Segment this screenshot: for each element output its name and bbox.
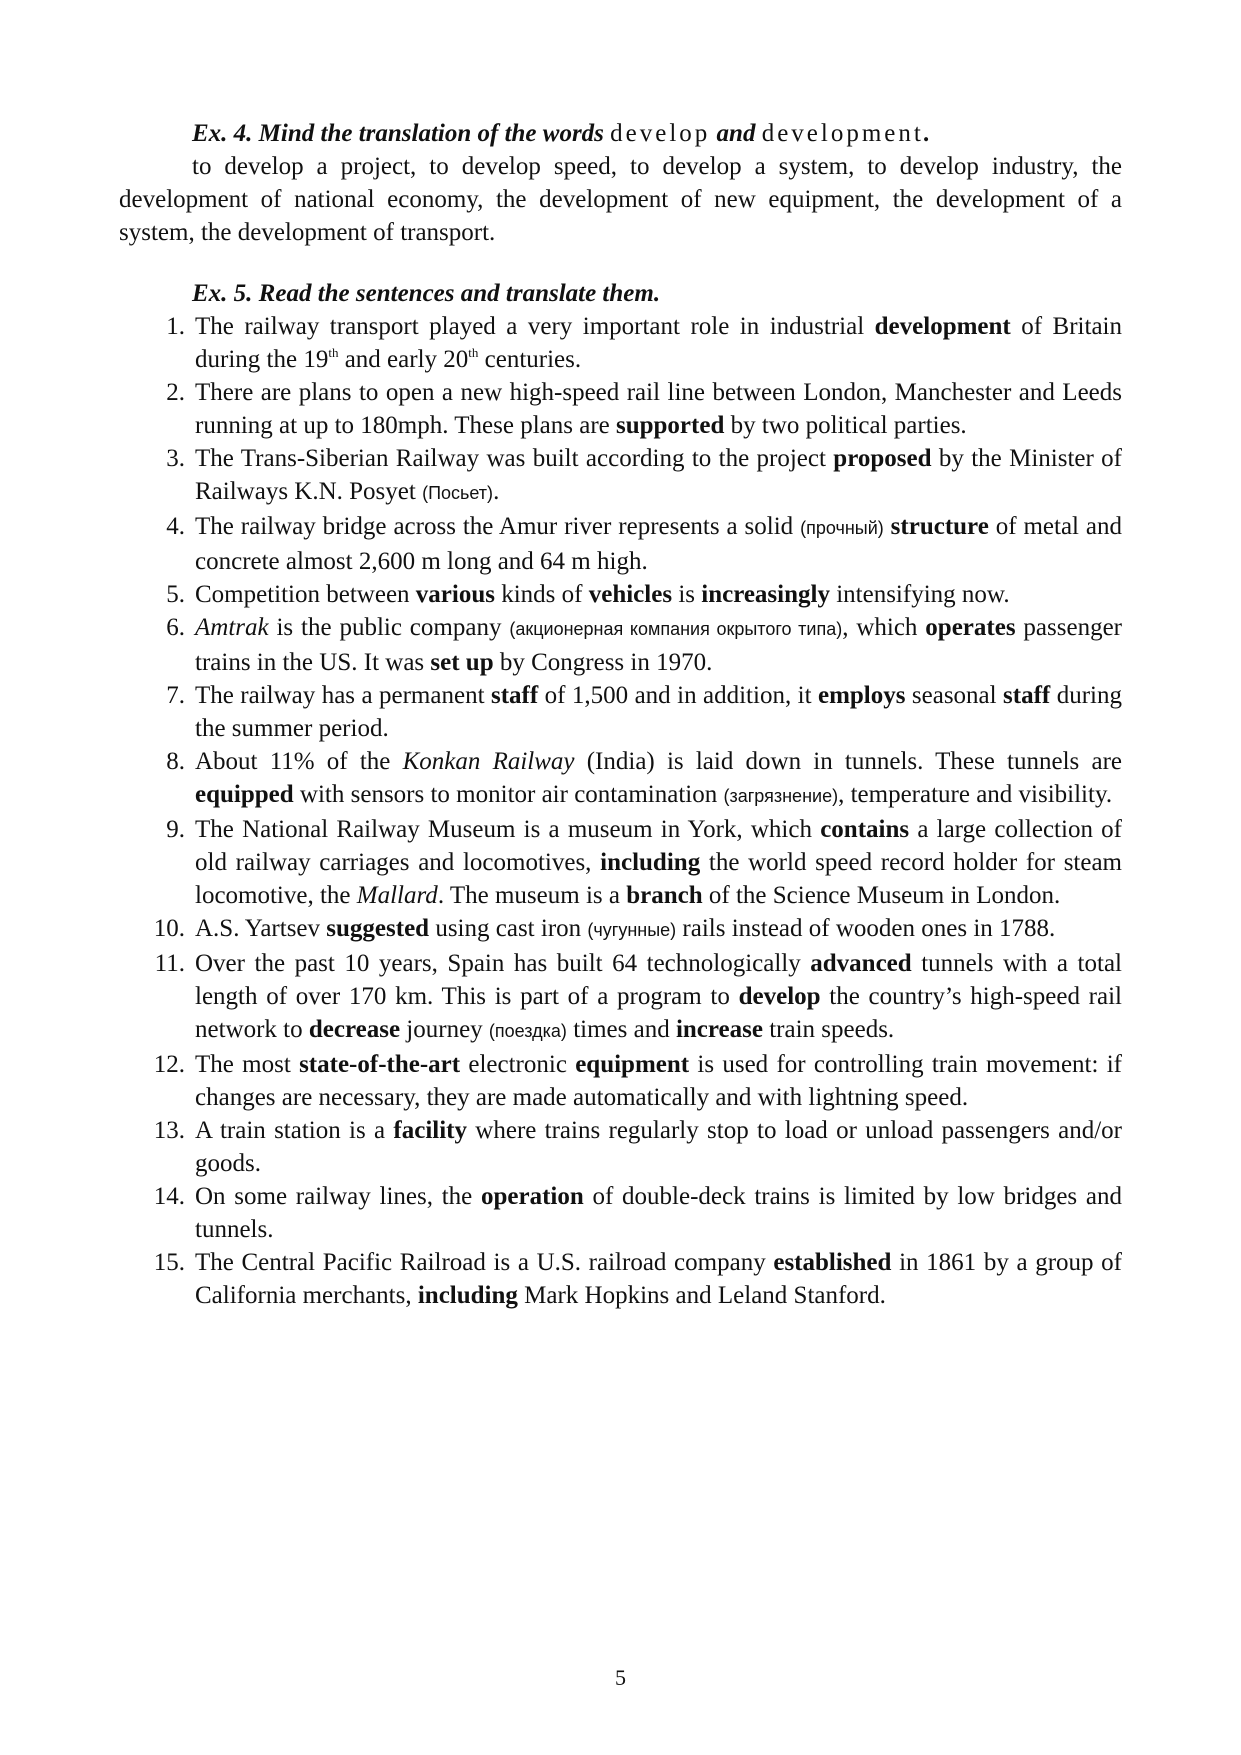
sentence-text: journey [400,1016,489,1043]
sentence-item [119,310,1122,376]
russian-gloss: (прочный) [800,518,884,538]
sentence-item [119,912,1122,947]
item-number: 12. [153,1051,185,1078]
sentence-text: a large collection of old railway carriages and locomotives, [195,816,1122,876]
key-term: operates [925,614,1016,641]
sentence-item [119,1048,1122,1114]
exercise-4-heading [119,117,1122,150]
sentence-text: times and [566,1016,676,1043]
keyword-develop: develop [610,120,711,147]
sentence-text: train speeds. [762,1016,895,1043]
section-gap [119,249,1122,277]
russian-gloss: (акционерная компания окрытого типа) [509,619,843,639]
item-number: 5. [166,581,185,608]
sentence-text: Competition between [195,581,416,608]
sentence-text [884,513,891,540]
ordinal-suffix: th [468,345,479,360]
sentence-text: of 1,500 and in addition, it [538,682,818,709]
sentence-item [119,1114,1122,1180]
sentence-text: intensifying now. [829,581,1010,608]
key-term: contains [820,816,910,843]
key-term: proposed [833,445,932,472]
sentence-item [119,745,1122,813]
title-period: . [923,120,931,147]
sentence-item [119,611,1122,679]
key-term: including [600,849,701,876]
key-term: various [415,581,495,608]
sentence-text: during the summer period. [195,682,1122,742]
sentence-item [119,1246,1122,1312]
sentence-text: of Britain during the 19 [195,313,1122,373]
sentence-text: The railway transport played a very important role in industrial [195,313,875,340]
key-term: decrease [308,1016,401,1043]
sentence-text: The Central Pacific Railroad is a U.S. railroad company [195,1249,774,1276]
sentence-text: and early 20 [338,346,469,373]
sentence-item [119,578,1122,611]
sentence-text: About 11% of the [195,748,403,775]
sentence-text: There are plans to open a new high-speed rail line between London, Manchester and Leeds running at up to 180mph. These plans are [195,379,1122,439]
sentence-text: of double-deck trains is limited by low bridges and tunnels. [195,1183,1122,1243]
sentence-text: The most [195,1051,300,1078]
sentence-text: Mark Hopkins and Leland Stanford. [517,1282,886,1309]
sentence-item [119,376,1122,442]
key-term: development [874,313,1011,340]
sentence-text: passenger trains in the US. It was [195,614,1122,676]
sentence-text: of the Science Museum in London. [702,882,1061,909]
sentence-text: On some railway lines, the [195,1183,481,1210]
sentence-text: centuries. [478,346,582,373]
key-term: established [773,1249,892,1276]
item-number: 10. [153,915,185,942]
sentence-text: is the public company [268,614,510,641]
key-term: supported [615,412,725,439]
key-term: vehicles [588,581,673,608]
sentence-text: The Trans-Siberian Railway was built according to the project [195,445,834,472]
russian-gloss: (чугунные) [587,920,677,940]
russian-gloss: (поездка) [488,1021,567,1041]
item-number: 8. [166,748,185,775]
sentence-text: The National Railway Museum is a museum in York, which [195,816,821,843]
sentence-text: Over the past 10 years, Spain has built 64 technologically [195,950,811,977]
sentence-item [119,679,1122,745]
sentence-text: by two political parties. [724,412,967,439]
sentence-item [119,813,1122,912]
key-term: state-of-the-art [299,1051,461,1078]
item-number: 6. [166,614,185,641]
sentence-text: , which [842,614,926,641]
key-term: equipment [575,1051,690,1078]
key-term: increase [675,1016,763,1043]
keyword-development: development [761,120,924,147]
key-term: facility [393,1117,467,1144]
sentence-text: tunnels with a total length of over 170 km. This is part of a program to [195,950,1122,1010]
document-page [119,117,1122,1312]
page-number: 5 [615,1665,626,1690]
item-number: 14. [153,1183,185,1210]
sentence-text: is used for controlling train movement: if changes are necessary, they are made automatically and with lightning speed. [195,1051,1122,1111]
exercise-4-body: to develop a project, to develop speed, to develop a system, to develop industry, the development of national economy, the development of new equipment, the development of a system, the development of transport. [119,153,1122,246]
sentence-text: where trains regularly stop to load or unload passengers and/or goods. [195,1117,1123,1177]
sentence-item [119,510,1122,578]
proper-name: Amtrak [195,614,269,641]
exercise-5-sentence-list [119,310,1122,1312]
sentence-text: is [672,581,702,608]
sentence-text: by the Minister of Railways K.N. Posyet [195,445,1122,505]
item-number: 15. [153,1249,185,1276]
sentence-text: rails instead of wooden ones in 1788. [676,915,1056,942]
sentence-text: , temperature and visibility. [838,781,1113,808]
sentence-item [119,1180,1122,1246]
key-term: increasingly [701,581,830,608]
key-term: branch [626,882,703,909]
item-number: 9. [166,816,185,843]
sentence-text: . The museum is a [437,882,627,909]
sentence-item [119,947,1122,1048]
item-number: 1. [166,313,185,340]
exercise-4-title-text: Ex. 4. Mind the translation of the words [192,120,604,147]
key-term: equipped [195,781,294,808]
item-number: 2. [166,379,185,406]
sentence-text: by Congress in 1970. [493,649,713,676]
sentence-text: of metal and concrete almost 2,600 m long and 64 m high. [195,513,1122,575]
sentence-text: the world speed record holder for steam locomotive, the [195,849,1123,909]
russian-gloss: (загрязнение) [723,786,839,806]
key-term: including [417,1282,518,1309]
item-number: 7. [166,682,185,709]
sentence-text: The railway bridge across the Amur river represents a solid [195,513,801,540]
sentence-text: using cast iron [429,915,588,942]
sentence-text: with sensors to monitor air contamination [293,781,724,808]
sentence-text: . [493,478,500,505]
item-number: 11. [154,950,185,977]
key-term: staff [1003,682,1051,709]
key-term: advanced [810,950,912,977]
key-term: structure [890,513,989,540]
item-number: 3. [166,445,185,472]
russian-gloss: (Посьет) [422,483,494,503]
key-term: develop [738,983,821,1010]
sentence-text: seasonal [905,682,1004,709]
key-term: employs [817,682,906,709]
item-number: 13. [153,1117,185,1144]
conjunction-and: and [716,120,756,147]
item-number: 4. [166,513,185,540]
key-term: operation [480,1183,584,1210]
sentence-text: A train station is a [195,1117,394,1144]
key-term: suggested [326,915,430,942]
sentence-text: the country’s high-speed rail network to [195,983,1122,1043]
ordinal-suffix: th [328,345,339,360]
sentence-text: in 1861 by a group of California merchants, [195,1249,1122,1309]
sentence-item [119,442,1122,510]
sentence-text: A.S. Yartsev [195,915,327,942]
sentence-text: kinds of [494,581,589,608]
proper-name: Mallard [356,882,438,909]
exercise-5-heading: Ex. 5. Read the sentences and translate them. [192,280,661,307]
sentence-text: The railway has a permanent [195,682,491,709]
sentence-text: electronic [460,1051,576,1078]
proper-name: Konkan Railway [402,748,575,775]
key-term: staff [490,682,539,709]
sentence-text: (India) is laid down in tunnels. These tunnels are [574,748,1122,775]
key-term: set up [430,649,494,676]
